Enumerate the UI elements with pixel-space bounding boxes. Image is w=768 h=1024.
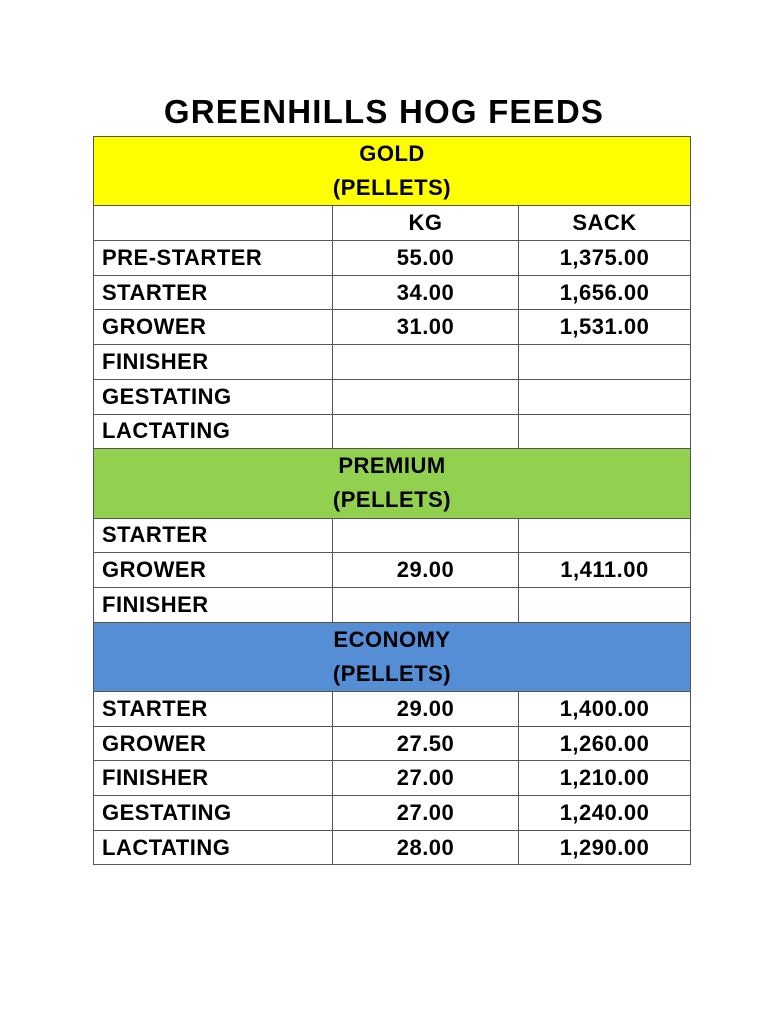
sack-price — [519, 379, 691, 414]
header-sack: SACK — [519, 206, 691, 241]
kg-price: 27.00 — [333, 796, 519, 831]
feed-name: GESTATING — [94, 796, 333, 831]
kg-price: 29.00 — [333, 553, 519, 588]
gold-section-name: GOLD — [359, 141, 425, 167]
sack-price: 1,656.00 — [519, 275, 691, 310]
kg-price: 27.00 — [333, 761, 519, 796]
header-kg: KG — [333, 206, 519, 241]
sack-price — [519, 414, 691, 449]
table-row — [94, 587, 691, 622]
feed-name: PRE-STARTER — [94, 241, 333, 276]
kg-price — [333, 587, 519, 622]
sack-price: 1,210.00 — [519, 761, 691, 796]
sack-price: 1,375.00 — [519, 241, 691, 276]
kg-price — [333, 414, 519, 449]
table-row — [94, 345, 691, 380]
kg-price: 29.00 — [333, 692, 519, 727]
sack-price: 1,411.00 — [519, 553, 691, 588]
premium-section-name: PREMIUM — [338, 453, 446, 479]
sack-price — [519, 518, 691, 553]
table-row — [94, 414, 691, 449]
premium-section-header — [94, 449, 691, 518]
feed-name: GROWER — [94, 553, 333, 588]
sack-price: 1,240.00 — [519, 796, 691, 831]
kg-price: 28.00 — [333, 830, 519, 865]
feed-name: LACTATING — [94, 414, 333, 449]
sack-price — [519, 587, 691, 622]
feed-name: FINISHER — [94, 345, 333, 380]
table-row — [94, 830, 691, 865]
table-row — [94, 692, 691, 727]
column-header-row — [94, 206, 691, 241]
table-row — [94, 796, 691, 831]
header-name — [94, 206, 333, 241]
kg-price: 27.50 — [333, 726, 519, 761]
feed-name: STARTER — [94, 275, 333, 310]
table-row — [94, 553, 691, 588]
feed-name: FINISHER — [94, 761, 333, 796]
economy-section-type: (PELLETS) — [332, 660, 452, 686]
sack-price: 1,531.00 — [519, 310, 691, 345]
feed-name: STARTER — [94, 518, 333, 553]
feed-name: GROWER — [94, 726, 333, 761]
sack-price: 1,400.00 — [519, 692, 691, 727]
feed-name: LACTATING — [94, 830, 333, 865]
kg-price: 55.00 — [333, 241, 519, 276]
table-row — [94, 726, 691, 761]
page-title: GREENHILLS HOG FEEDS — [163, 93, 605, 130]
price-table — [93, 136, 691, 865]
sack-price: 1,290.00 — [519, 830, 691, 865]
economy-section-header — [94, 622, 691, 691]
kg-price: 31.00 — [333, 310, 519, 345]
table-row — [94, 275, 691, 310]
table-row — [94, 310, 691, 345]
kg-price — [333, 345, 519, 380]
table-row — [94, 518, 691, 553]
economy-section-title — [94, 622, 691, 691]
table-row — [94, 761, 691, 796]
economy-section-name: ECONOMY — [333, 626, 451, 652]
feed-name: GESTATING — [94, 379, 333, 414]
gold-section-title — [94, 137, 691, 206]
gold-section-type: (PELLETS) — [332, 175, 452, 201]
premium-section-type: (PELLETS) — [332, 487, 452, 513]
table-row — [94, 379, 691, 414]
feed-name: STARTER — [94, 692, 333, 727]
feed-name: GROWER — [94, 310, 333, 345]
premium-section-title — [94, 449, 691, 518]
kg-price — [333, 379, 519, 414]
sack-price: 1,260.00 — [519, 726, 691, 761]
kg-price: 34.00 — [333, 275, 519, 310]
feed-name: FINISHER — [94, 587, 333, 622]
sack-price — [519, 345, 691, 380]
table-row — [94, 241, 691, 276]
kg-price — [333, 518, 519, 553]
gold-section-header — [94, 137, 691, 206]
